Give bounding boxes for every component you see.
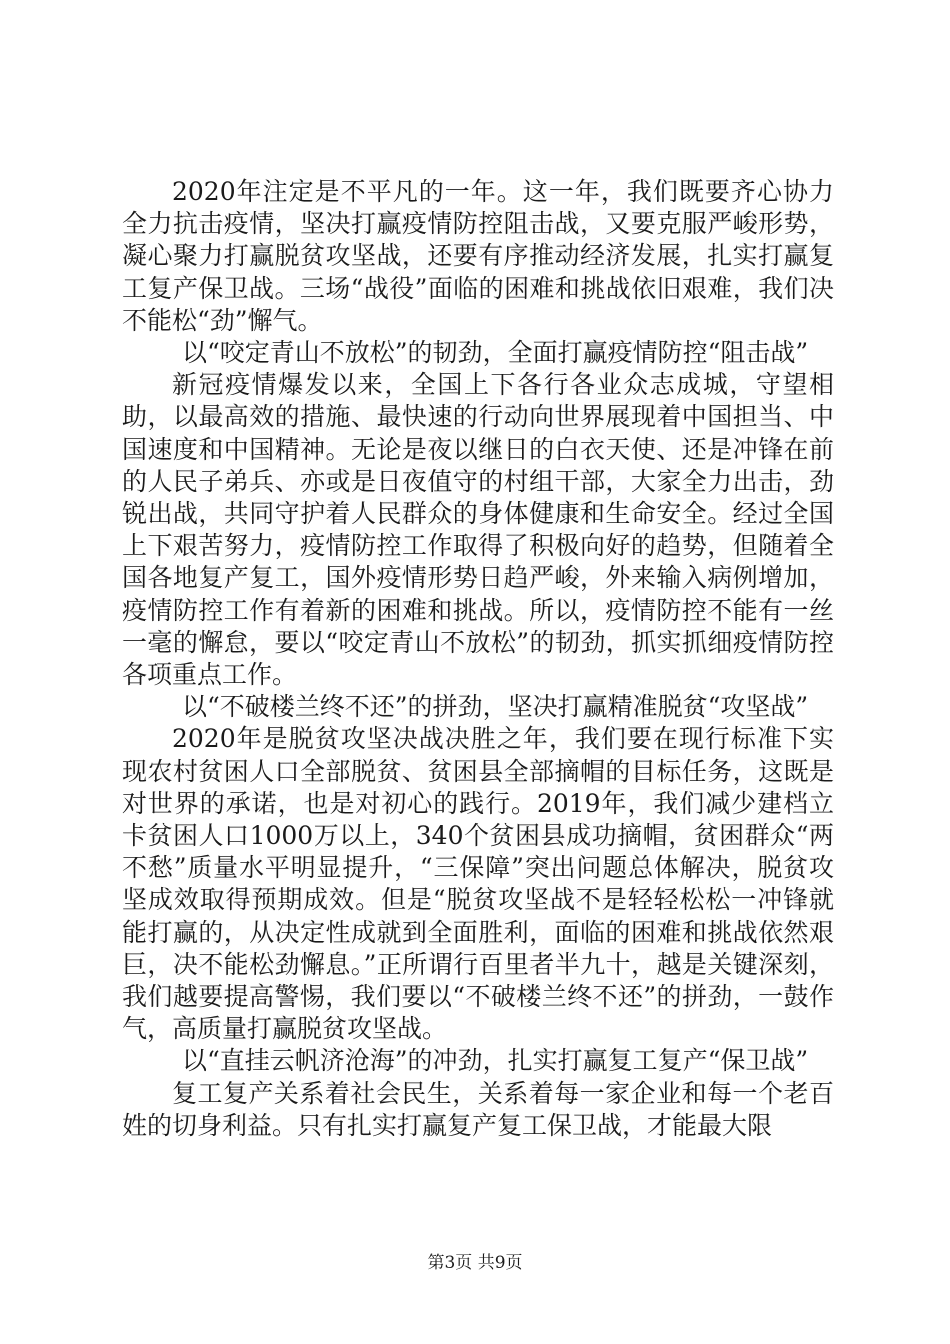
document-body <box>122 176 834 1142</box>
paragraph-poverty: 2020年是脱贫攻坚决战决胜之年，我们要在现行标准下实现农村贫困人口全部脱贫、贫困县全部摘帽的目标任务，这既是对世界的承诺，也是对初心的践行。2019年，我们减少建档立卡贫困人口1000万以上，340个贫困县成功摘帽，贫困群众“两不愁”质量水平明显提升，“三保障”突出问题总体解决，脱贫攻坚成效取得预期成效。但是“脱贫攻坚战不是轻轻松松一冲锋就能打赢的，从决定性成就到全面胜利，面临的困难和挑战依然艰巨，决不能松劲懈息。”正所谓行百里者半九十，越是关键深刻，我们越要提高警惕，我们要以“不破楼兰终不还”的拼劲，一鼓作气，高质量打赢脱贫攻坚战。 <box>122 724 834 1044</box>
paragraph-resumption: 复工复产关系着社会民生，关系着每一家企业和每一个老百姓的切身利益。只有扎实打赢复产复工保卫战，才能最大限 <box>122 1078 834 1140</box>
paragraph-epidemic: 新冠疫情爆发以来，全国上下各行各业众志成城，守望相助，以最高效的措施、最快速的行动向世界展现着中国担当、中国速度和中国精神。无论是夜以继日的白衣天使、还是冲锋在前的人民子弟兵、亦或是日夜值守的村组干部，大家全力出击，劲锐出战，共同守护着人民群众的身体健康和生命安全。经过全国上下艰苦努力，疫情防控工作取得了积极向好的趋势，但随着全国各地复产复工，国外疫情形势日趋严峻，外来输入病例增加，疫情防控工作有着新的困难和挑战。所以，疫情防控不能有一丝一毫的懈怠，要以“咬定青山不放松”的韧劲，抓实抓细疫情防控各项重点工作。 <box>122 370 834 690</box>
section-heading-resumption: 以“直挂云帆济沧海”的冲劲，扎实打赢复工复产“保卫战” <box>182 1046 809 1076</box>
paragraph-intro: 2020年注定是不平凡的一年。这一年，我们既要齐心协力全力抗击疫情，坚决打赢疫情防控阻击战，又要克服严峻形势，凝心聚力打赢脱贫攻坚战，还要有序推动经济发展，扎实打赢复工复产保卫战。三场“战役”面临的困难和挑战依旧艰难，我们决不能松“劲”懈气。 <box>122 177 834 335</box>
section-heading-poverty: 以“不破楼兰终不还”的拼劲，坚决打赢精准脱贫“攻坚战” <box>182 692 809 722</box>
section-heading-epidemic: 以“咬定青山不放松”的韧劲，全面打赢疫情防控“阻击战” <box>182 338 809 368</box>
page-number-footer: 第3页 共9页 <box>427 1253 523 1273</box>
